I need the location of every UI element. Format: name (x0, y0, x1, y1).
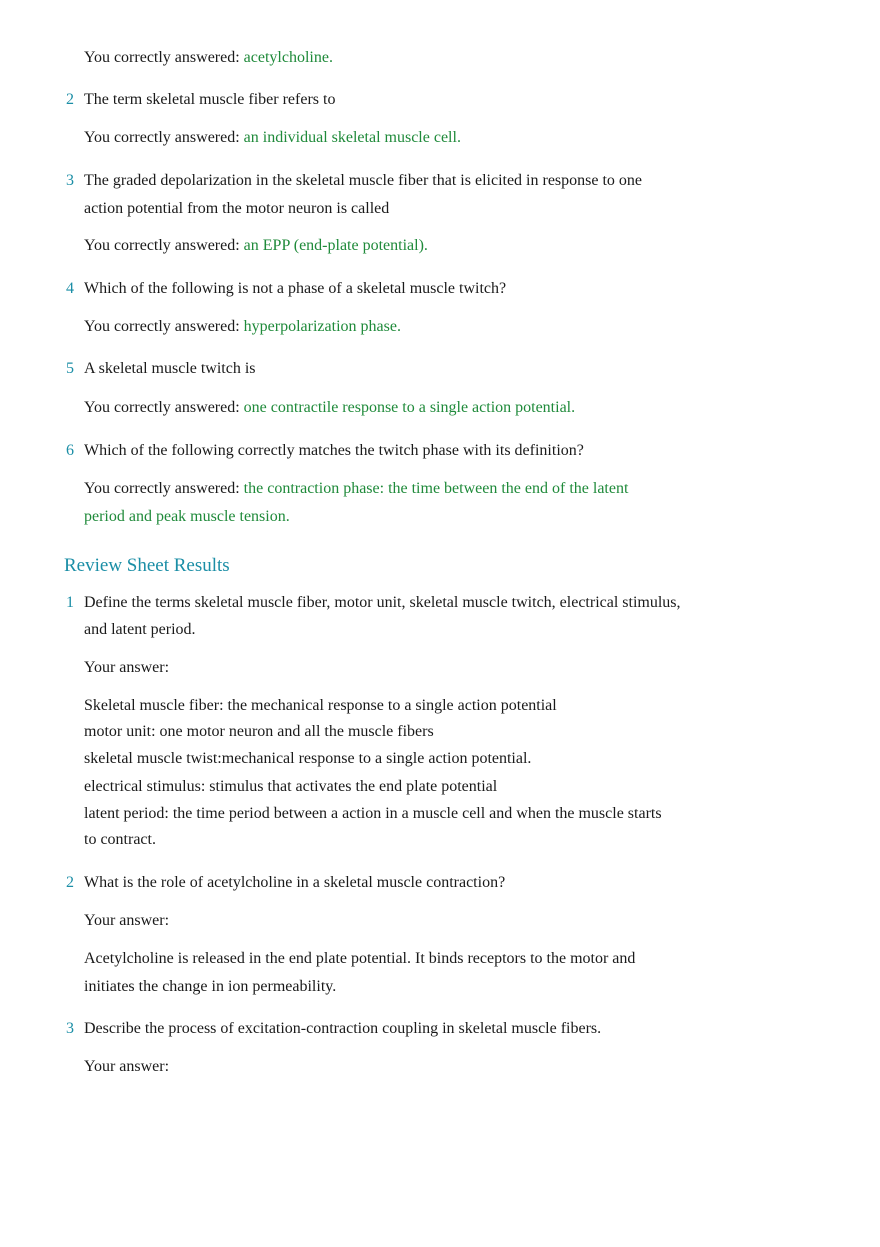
your-answer-label-2: Your answer: (84, 912, 170, 929)
review-answer-1-line: latent period: the time period between a action in a muscle cell and when the muscle starts (84, 805, 662, 822)
question-number-4: 4 (66, 280, 74, 297)
answer-prefix: You correctly answered: (84, 480, 240, 497)
correct-answer: acetylcholine. (243, 49, 333, 66)
review-question-3: Describe the process of excitation-contraction coupling in skeletal muscle fibers. (84, 1020, 602, 1037)
review-answer-2-line1: Acetylcholine is released in the end plate potential. It binds receptors to the motor and (84, 950, 636, 967)
quiz-answer-3 (84, 232, 428, 260)
quiz-question-3-line1: The graded depolarization in the skeletal muscle fiber that is elicited in response to one (84, 172, 643, 189)
question-number-3: 3 (66, 172, 74, 189)
answer-prefix: You correctly answered: (84, 399, 240, 416)
correct-answer: an EPP (end-plate potential). (243, 237, 428, 254)
review-question-2: What is the role of acetylcholine in a skeletal muscle contraction? (84, 874, 506, 891)
review-answer-1-line: electrical stimulus: stimulus that activates the end plate potential (84, 778, 498, 795)
quiz-answer-5 (84, 394, 575, 422)
review-number-1: 1 (66, 594, 74, 611)
correct-answer: one contractile response to a single action potential. (243, 399, 576, 416)
question-number-5: 5 (66, 360, 74, 377)
review-question-1-line1: Define the terms skeletal muscle fiber, motor unit, skeletal muscle twitch, electrical stimulus, (84, 594, 681, 611)
your-answer-label-1: Your answer: (84, 659, 170, 676)
review-answer-2-line2: initiates the change in ion permeability. (84, 978, 337, 995)
answer-prefix: You correctly answered: (84, 49, 240, 66)
answer-prefix: You correctly answered: (84, 129, 240, 146)
quiz-question-4: Which of the following is not a phase of a skeletal muscle twitch? (84, 280, 507, 297)
quiz-answer-4 (84, 313, 401, 341)
section-heading: Review Sheet Results (64, 555, 230, 576)
correct-answer: the contraction phase: the time between the end of the latent (243, 480, 629, 497)
review-number-2: 2 (66, 874, 74, 891)
review-answer-1-line: to contract. (84, 831, 156, 848)
quiz-question-5: A skeletal muscle twitch is (84, 360, 256, 377)
review-answer-1-line: motor unit: one motor neuron and all the muscle fibers (84, 723, 434, 740)
quiz-question-6: Which of the following correctly matches the twitch phase with its definition? (84, 442, 584, 459)
quiz-answer-1 (84, 44, 333, 72)
quiz-answer-6-line2: period and peak muscle tension. (84, 508, 290, 525)
quiz-question-2: The term skeletal muscle fiber refers to (84, 91, 336, 108)
correct-answer: hyperpolarization phase. (243, 318, 401, 335)
review-number-3: 3 (66, 1020, 74, 1037)
your-answer-label-3: Your answer: (84, 1058, 170, 1075)
quiz-question-3-line2: action potential from the motor neuron is called (84, 200, 390, 217)
review-answer-1-line: Skeletal muscle fiber: the mechanical response to a single action potential (84, 697, 557, 714)
correct-answer: an individual skeletal muscle cell. (243, 129, 461, 146)
question-number-2: 2 (66, 91, 74, 108)
quiz-answer-6-line1 (84, 475, 628, 503)
answer-prefix: You correctly answered: (84, 237, 240, 254)
quiz-answer-2 (84, 124, 461, 152)
review-question-1-line2: and latent period. (84, 621, 196, 638)
question-number-6: 6 (66, 442, 74, 459)
review-answer-1-line: skeletal muscle twist:mechanical response to a single action potential. (84, 750, 532, 767)
answer-prefix: You correctly answered: (84, 318, 240, 335)
